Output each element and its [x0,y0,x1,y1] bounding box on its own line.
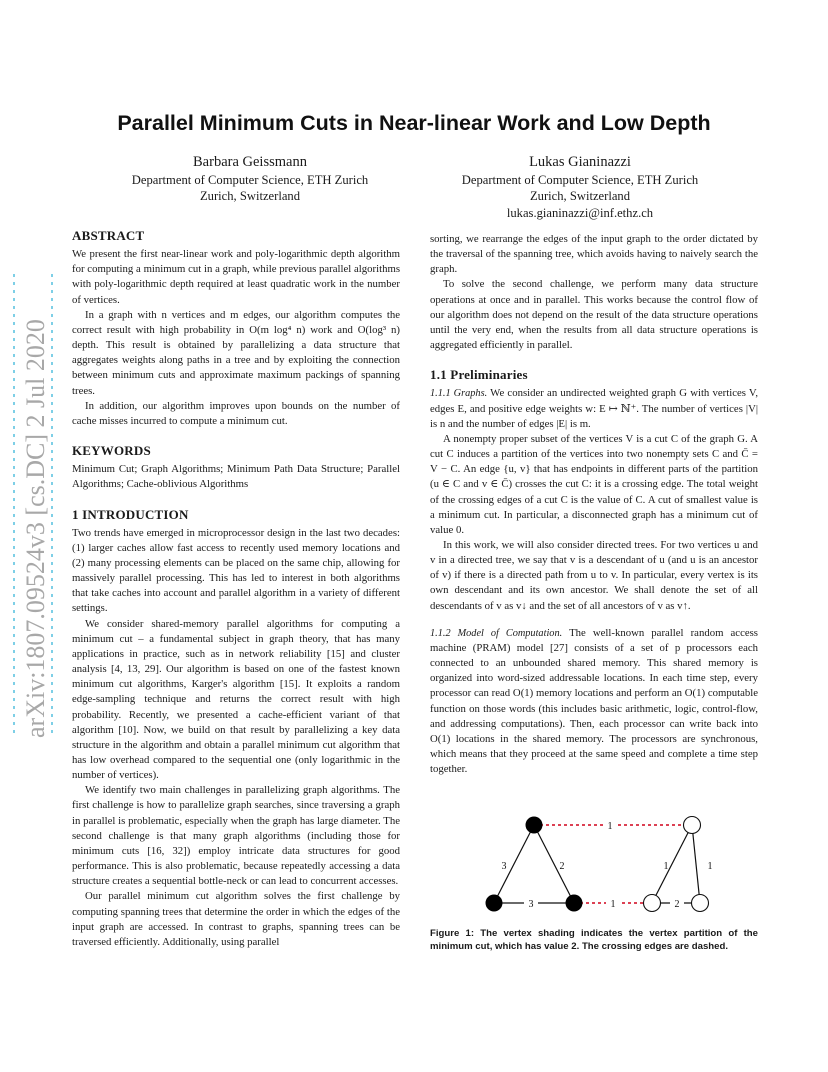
graphs-paragraph: A nonempty proper subset of the vertices V is a cut C of the graph G. A cut C induces a partition of the vertices into two nonempty sets C and C̄ = V − C. An edge {u, v} that has endpoints in different parts of the partition (u ∈ C and v ∈ C̄) crosses the cut C: it is a crossing edge. The total weight of the crossing edges of a cut C is the value of C. A cut of smallest value is a minimum cut. In particular, a disconnected graph has a minimum cut of value 0. [430,432,758,536]
figure-1 [430,811,758,953]
intro-paragraph: sorting, we rearrange the edges of the input graph to the order dictated by the traversal of the spanning tree, which avoids having to naively search the graph. [430,233,758,276]
vertex-empty [644,895,661,912]
abstract-paragraph: In addition, our algorithm improves upon bounds on the number of cache misses incurred to compute a minimum cut. [72,399,400,427]
arxiv-stamp-text: arXiv:1807.09524v3 [cs.DC] 2 Jul 2020 [21,319,50,738]
edge-label: 3 [501,861,507,873]
vertex-empty [692,895,709,912]
edge [652,825,692,903]
abstract-paragraph: We present the first near-linear work and poly-logarithmic depth algorithm for computing a minimum cut in a graph, while previous parallel algorithms with poly-logarithmic depth required at least quadratic work in the number of vertices. [72,248,400,306]
author-name: Lukas Gianinazzi [529,154,631,170]
author-location: Zurich, Switzerland [529,189,631,204]
edge-label: 2 [674,899,680,911]
figure-caption: Figure 1: The vertex shading indicates the vertex partition of the minimum cut, which has value 2. The crossing edges are dashed. [430,928,758,953]
model-paragraph: The well-known parallel random access machine (PRAM) model [27] consists of a set of p processors each connected to an unbounded shared memory. This shared memory is organized into word-sized addressable locations. In each time step, every processor can read O(1) memory locations and perform an O(1) computable function on those words (this includes basic arithmetic, logic, control-flow, and addressing computations). Then, each processor can write back into O(1) locations in the shared memory. The processors are synchronous, which means that they proceed at the same speed and complete a time step together. [430,626,758,776]
keywords-text: Minimum Cut; Graph Algorithms; Minimum Path Data Structure; Parallel Algorithms; Cache-oblivious Algorithms [72,463,400,491]
preliminaries-heading: 1.1 Preliminaries [430,367,528,383]
intro-heading: 1 INTRODUCTION [72,506,189,522]
abstract-paragraph: In a graph with n vertices and m edges, our algorithm computes the correct result with high probability in O(m log⁴ n) work and O(log³ n) depth. This result is obtained by parallelizing a data structure that aggregates weights along paths in a tree and by exploiting the connection between minimum cuts and approximate maximum packings of spanning trees. [72,308,400,397]
edge-label: 1 [607,821,613,833]
graphs-paragraph: We consider an undirected weighted graph G with vertices V, edges E, and positive edge weights w: E ↦ ℕ⁺. The number of vertices |V| is n and the number of edges |E| is m. [430,387,759,430]
author-name: Barbara Geissmann [193,154,307,170]
edge-label: 2 [559,861,565,873]
edge [692,825,700,903]
keywords-heading: KEYWORDS [72,443,151,459]
author-block-2 [425,152,735,221]
vertex-filled [526,817,543,834]
author-affiliation: Department of Computer Science, ETH Zurich [461,173,699,187]
intro-paragraph: To solve the second challenge, we perform many data structure operations at once and in parallel. This works because the control flow of our algorithm does not depend on the result of the data structure operations until the very end, when the results from all data structure operations is aggregated efficiently in parallel. [430,278,758,352]
author-block-1 [95,152,405,205]
paper-title: Parallel Minimum Cuts in Near-linear Work and Low Depth [117,111,711,135]
left-column [72,228,400,950]
right-column [430,232,758,953]
edge-label: 1 [707,861,713,873]
intro-paragraph: Our parallel minimum cut algorithm solves the first challenge by computing spanning trees that determine the order in which the edges of the input graph are accessed. In contrast to graphs, spanning trees can be traversed efficiently. Additionally, using parallel [72,890,400,948]
intro-paragraph: We identify two main challenges in parallelizing graph algorithms. The first challenge is how to parallelize graph searches, since traversing a graph in parallel is problematic, especially when the graph has large diameter. The second challenge is that many graph algorithms (including those for minimum cuts [16, 32]) employ intricate data structures for good performance. This is also problematic, because repeatedly accessing a data structure creates a sequential bottle-neck or can lead to concurrent accesses. [72,784,400,888]
intro-paragraph: We consider shared-memory parallel algorithms for computing a minimum cut – a fundamental subject in graph theory, that has many applications in practice, such as in network reliability [15] and cluster analysis [4, 13, 29]. Our algorithm is based on one of the fastest known minimum cut algorithms, Karger's algorithm [15]. It exploits a random edge-sampling technique and returns the correct result with high probability. Recently, we presented a cache-efficient variant of that algorithm [10]. Now, we build on that result by parallelizing a key data structure in the algorithm and obtain a parallel minimum cut algorithm that has low overhead compared to the sequential one (only logarithmic in the number of vertices). [72,617,400,782]
author-email[interactable]: lukas.gianinazzi@inf.ethz.ch [506,205,654,220]
model-subheading: 1.1.2 Model of Computation. [430,627,563,639]
edge-label: 3 [528,899,534,911]
graphs-paragraph: In this work, we will also consider directed trees. For two vertices u and v in a directed tree, we say that v is a descendant of u (and u is an ancestor of v) if there is a directed path from u to v. In particular, every vertex is its own descendant and its own ancestor. We shall denote the set of all descendants of v as v↓ and the set of all ancestors of v as v↑. [430,538,758,612]
vertex-filled [566,895,583,912]
abstract-heading: ABSTRACT [72,228,145,243]
edge-label: 1 [663,861,669,873]
arxiv-stamp [6,270,56,740]
graphs-subheading: 1.1.1 Graphs. [430,388,488,400]
vertex-empty [684,817,701,834]
graph-figure [464,811,724,921]
edge-label: 1 [610,899,616,911]
vertex-filled [486,895,503,912]
edge [534,825,574,903]
intro-paragraph: Two trends have emerged in microprocessor design in the last two decades: (1) larger caches allow fast access to recently used memory locations and (2) many processing elements can be placed on the same chip, allowing for massively parallel processing. This has led to interest in both algorithms that take caches into account and parallel algorithm in a variety of different settings. [72,526,400,615]
author-location: Zurich, Switzerland [199,189,301,204]
edge [494,825,534,903]
author-affiliation: Department of Computer Science, ETH Zurich [131,173,369,187]
